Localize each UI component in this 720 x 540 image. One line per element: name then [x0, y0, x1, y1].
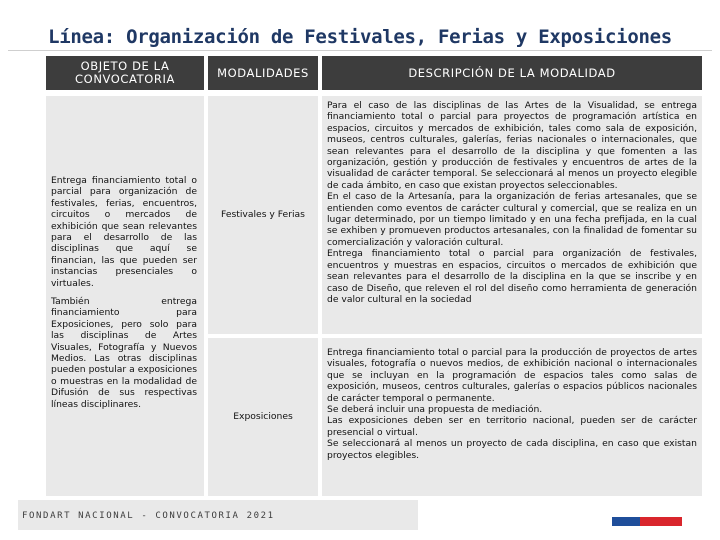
modalidad-exposiciones-cell	[208, 338, 318, 496]
header-objeto-label: OBJETO DE LA CONVOCATORIA	[75, 59, 175, 86]
header-descripcion-label: DESCRIPCIÓN DE LA MODALIDAD	[408, 65, 616, 80]
descripcion-exposiciones: Entrega financiamiento total o parcial para la producción de proyectos de artes visuales, fotografía o nuevos medios, de exhibición nacional o internacionales que se incluyan en la programación de espacios tales como salas de exposición, museos, centros culturales, galerías o espacios públicos nacionales de carácter temporal o permanente. Se deberá incluir una propuesta de mediación. Las exposiciones deben ser en territorio nacional, pueden ser de carácter presencial o virtual. Se seleccionará al menos un proyecto de cada disciplina, en caso que existan proyectos elegibles.	[327, 347, 697, 461]
descripcion-festivales-cell	[322, 96, 702, 334]
objeto-paragraph-1: Entrega financiamiento total o parcial para organización de festivales, ferias, encuentros, circuitos o mercados de exhibición que sean relevantes para el desarrollo de las disciplinas que aquí se financian, las que pueden ser instancias presenciales o virtuales.	[51, 175, 197, 289]
flag-red-bar	[640, 517, 682, 526]
header-modalidades-label: MODALIDADES	[217, 65, 309, 80]
header-modalidades	[208, 56, 318, 90]
modalidad-festivales-cell	[208, 96, 318, 334]
objeto-paragraph-2: También entrega financiamiento para Exposiciones, pero solo para las disciplinas de Artes Visuales, Fotografía y Nuevos Medios. Las otras disciplinas pueden postular a exposiciones o muestras en la modalidad de Difusión de sus respectivas líneas disciplinares.	[51, 296, 197, 410]
header-objeto	[46, 56, 204, 90]
flag-blue-bar	[612, 517, 640, 526]
modalidad-exposiciones: Exposiciones	[233, 411, 293, 423]
footer-label: FONDART NACIONAL - CONVOCATORIA 2021	[22, 511, 275, 521]
page-title: Línea: Organización de Festivales, Ferias y Exposiciones	[48, 26, 672, 48]
modalidad-festivales: Festivales y Ferias	[221, 209, 305, 221]
title-divider	[8, 50, 712, 51]
objeto-cell	[46, 96, 204, 496]
footer-banner	[18, 500, 418, 530]
descripcion-exposiciones-cell	[322, 338, 702, 496]
descripcion-festivales: Para el caso de las disciplinas de las Artes de la Visualidad, se entrega financiamiento total o parcial para proyectos de programación artística en espacios, circuitos y mercados de exhibición, tales como sala de exposición, museos, centros culturales, galerías, ferias nacionales o internacionales, que sean relevantes para el desarrollo de la disciplina y que fomenten a las organización, gestión y producción de festivales y encuentros de artes de la visualidad de carácter temporal. Se seleccionará al menos un proyecto elegible de cada ámbito, en caso que existan proyectos seleccionables. En el caso de la Artesanía, para la organización de ferias artesanales, que se entienden como eventos de carácter cultural y comercial, que se realiza en un lugar determinado, por un tiempo limitado y en una fecha prefijada, en la cual se exhiben y promueven productos artesanales, con la finalidad de fomentar su comercialización y valoración cultural. Entrega financiamiento total o parcial para organización de festivales, encuentros y muestras en espacios, circuitos o mercados de exhibición que sean relevantes para el desarrollo de la disciplina en la que se inscribe y en caso de Diseño, que releven el rol del diseño como herramienta de generación de valor cultural en la sociedad	[327, 100, 697, 305]
header-descripcion	[322, 56, 702, 90]
